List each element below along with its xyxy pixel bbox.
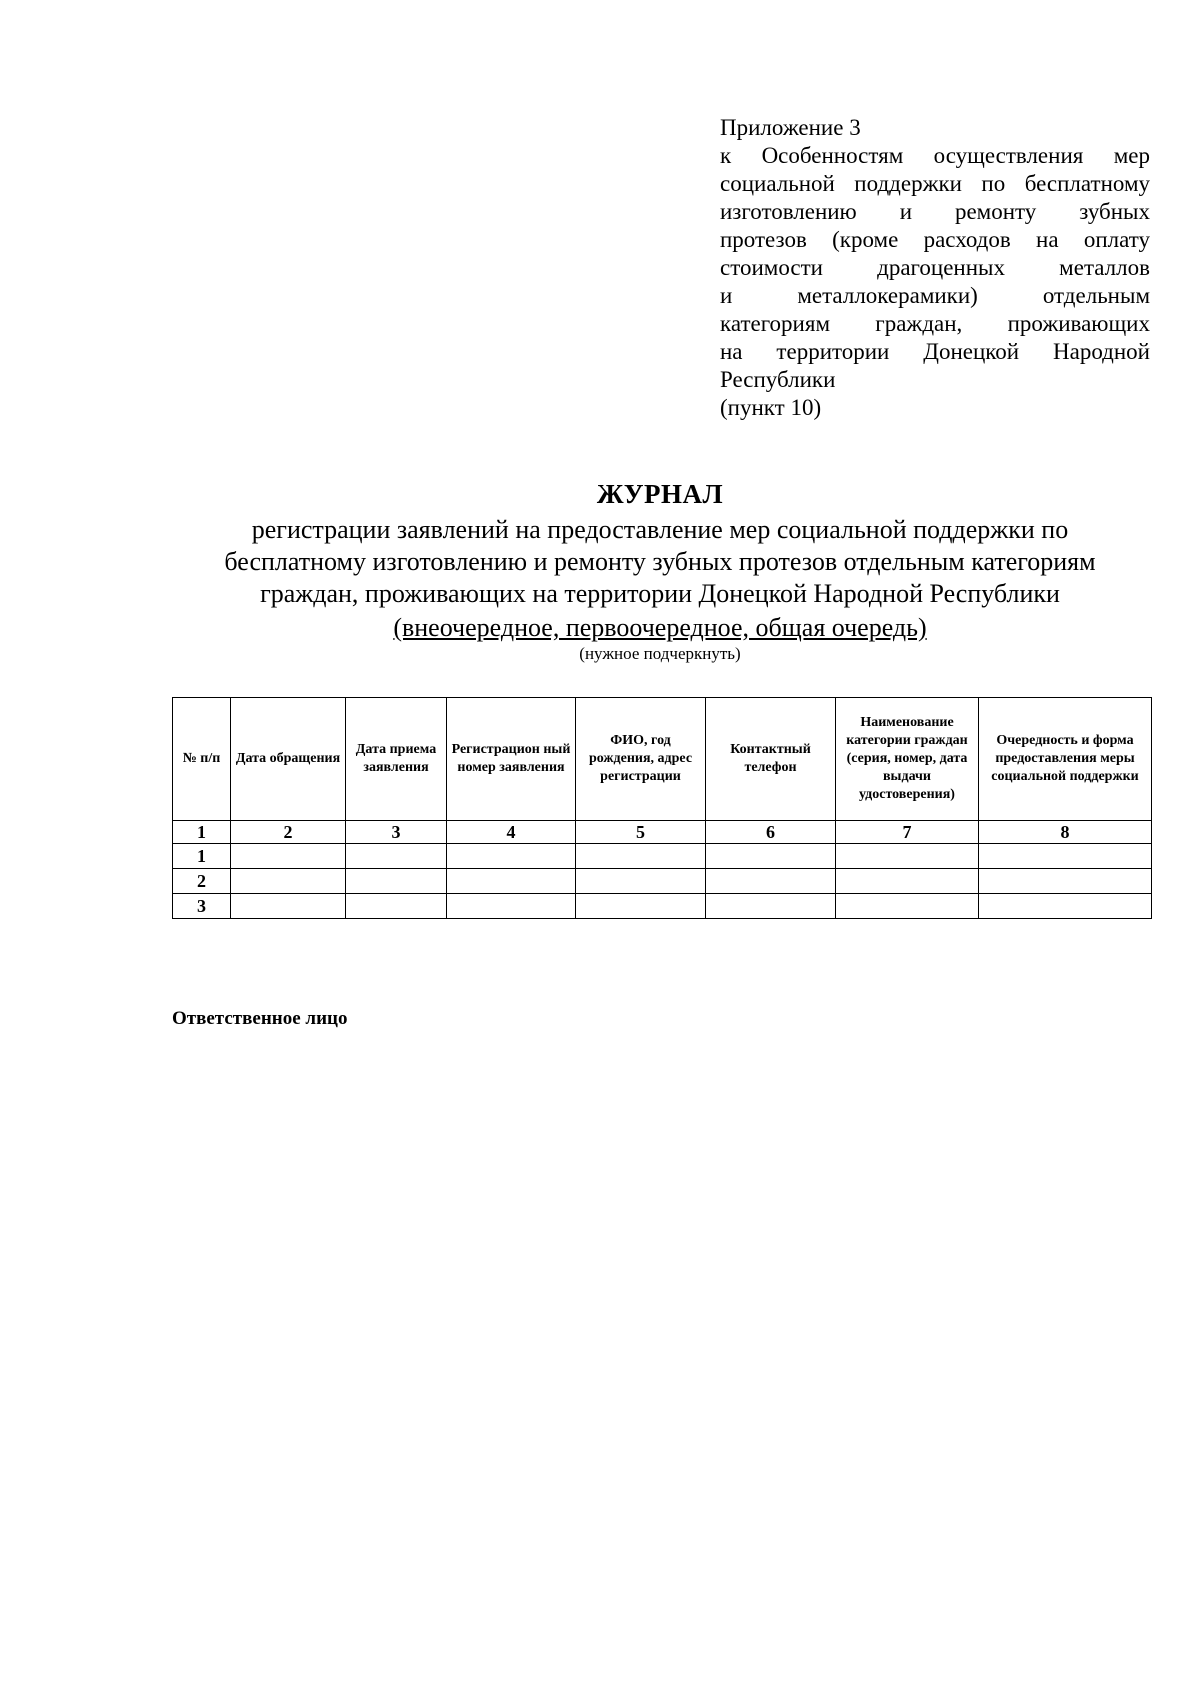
appendix-line: протезов (кроме расходов на оплату xyxy=(720,227,1150,252)
appendix-item: (пункт 10) xyxy=(720,395,822,420)
table-cell xyxy=(447,894,576,919)
responsible-person-label: Ответственное лицо xyxy=(172,1008,348,1029)
table-cell xyxy=(346,894,447,919)
header-cell: Очередность и форма предоставления меры социальной поддержки xyxy=(979,698,1152,821)
table-cell xyxy=(346,869,447,894)
table-cell xyxy=(836,894,979,919)
appendix-line: к Особенностям осуществления мер xyxy=(720,143,1150,168)
column-number-cell: 6 xyxy=(706,821,836,844)
journal-subtitle xyxy=(150,514,1170,610)
header-cell: Дата обращения xyxy=(231,698,346,821)
table-header-row xyxy=(173,698,1152,821)
table-cell xyxy=(706,844,836,869)
table-cell xyxy=(836,844,979,869)
journal-table xyxy=(172,697,1152,919)
table-row xyxy=(173,894,1152,919)
table-row xyxy=(173,869,1152,894)
table-cell xyxy=(231,844,346,869)
table-cell xyxy=(576,844,706,869)
table-cell xyxy=(576,869,706,894)
table-cell xyxy=(576,894,706,919)
appendix-line: и металлокерамики) отдельным xyxy=(720,283,1150,308)
table-cell xyxy=(706,869,836,894)
subtitle-line: бесплатному изготовлению и ремонту зубных протезов отдельным категориям xyxy=(224,547,1096,576)
underline-hint: (нужное подчеркнуть) xyxy=(579,644,741,663)
appendix-title: Приложение 3 xyxy=(720,115,861,140)
queue-options: (внеочередное, первоочередное, общая очередь) xyxy=(393,613,927,642)
table-cell xyxy=(231,894,346,919)
table-cell xyxy=(447,844,576,869)
header-cell: № п/п xyxy=(173,698,231,821)
column-number-cell: 1 xyxy=(173,821,231,844)
column-number-cell: 5 xyxy=(576,821,706,844)
column-number-cell: 7 xyxy=(836,821,979,844)
row-number-cell: 2 xyxy=(173,869,231,894)
table-cell xyxy=(836,869,979,894)
header-cell: Контактный телефон xyxy=(706,698,836,821)
appendix-line: на территории Донецкой Народной xyxy=(720,339,1150,364)
header-cell: Регистрацион ный номер заявления xyxy=(447,698,576,821)
column-number-cell: 4 xyxy=(447,821,576,844)
appendix-line: социальной поддержки по бесплатному xyxy=(720,171,1150,196)
appendix-block xyxy=(720,114,1150,422)
row-number-cell: 3 xyxy=(173,894,231,919)
appendix-line: Республики xyxy=(720,367,836,392)
table-cell xyxy=(979,844,1152,869)
column-number-row xyxy=(173,821,1152,844)
column-number-cell: 3 xyxy=(346,821,447,844)
table-cell xyxy=(231,869,346,894)
appendix-line: категориям граждан, проживающих xyxy=(720,311,1150,336)
table-cell xyxy=(447,869,576,894)
header-cell: Дата приема заявления xyxy=(346,698,447,821)
subtitle-line: граждан, проживающих на территории Донецкой Народной Республики xyxy=(260,579,1060,608)
journal-title: ЖУРНАЛ xyxy=(596,479,724,509)
table-cell xyxy=(979,869,1152,894)
appendix-line: стоимости драгоценных металлов xyxy=(720,255,1150,280)
table-row xyxy=(173,844,1152,869)
column-number-cell: 8 xyxy=(979,821,1152,844)
table-cell xyxy=(979,894,1152,919)
column-number-cell: 2 xyxy=(231,821,346,844)
header-cell: ФИО, год рождения, адрес регистрации xyxy=(576,698,706,821)
queue-options-line xyxy=(0,612,1200,644)
table-cell xyxy=(346,844,447,869)
subtitle-line: регистрации заявлений на предоставление мер социальной поддержки по xyxy=(251,515,1069,544)
row-number-cell: 1 xyxy=(173,844,231,869)
table-cell xyxy=(706,894,836,919)
appendix-line: изготовлению и ремонту зубных xyxy=(720,199,1150,224)
header-cell: Наименование категории граждан (серия, номер, дата выдачи удостоверения) xyxy=(836,698,979,821)
